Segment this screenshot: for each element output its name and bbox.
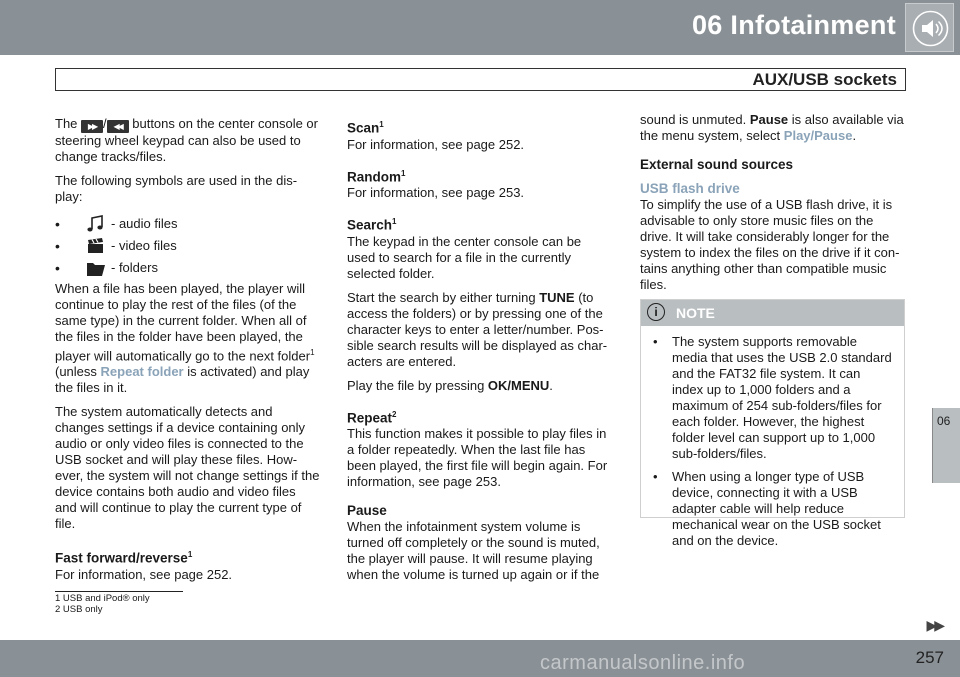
heading-scan: Scan$^1$ <box>347 120 384 136</box>
heading-fast-forward: Fast forward/reverse$^1$ <box>55 550 193 566</box>
column-2 <box>347 116 609 591</box>
paragraph-scan: For information, see page 252. <box>347 136 525 152</box>
note-item: • When using a longer type of USB device, connecting it with a USB adapter cable will help reduce mechanical wear on the USB socket and on the device. <box>651 469 894 549</box>
music-note-icon <box>85 215 107 233</box>
skip-forward-icon: ▶▶ <box>81 120 103 133</box>
repeat-folder-link[interactable]: Repeat folder <box>100 364 184 380</box>
paragraph-pause: When the infotainment system volume is turned off completely or the sound is muted, the player will pause. It will resume playing when the volume is turned up again or if the <box>347 519 600 582</box>
footnote-1: 1 USB and iPod® only <box>55 593 150 604</box>
footer-bar <box>0 640 960 677</box>
footnote-2: 2 USB only <box>55 604 103 615</box>
film-clapper-icon <box>85 237 107 255</box>
column-3 <box>640 112 906 301</box>
note-item: • The system supports removable media that uses the USB 2.0 standard and the FAT32 file system. It can index up to 1,000 folders and a maximum of 254 sub-folders/files for each folder. However, the highest folder level can support up to 1,000 sub-folders/files. <box>651 334 894 462</box>
note-title: NOTE <box>676 305 715 321</box>
folder-icon <box>85 259 107 277</box>
chapter-side-tab[interactable] <box>932 408 960 483</box>
page-number: 257 <box>915 648 944 667</box>
paragraph-random: For information, see page 253. <box>347 185 525 200</box>
chapter-header-bar <box>0 0 960 55</box>
list-item-video: • - video files <box>55 238 177 254</box>
paragraph-playback: When a file has been played, the player will continue to play the rest of the files (of the same type) in the current folder. When all of the files in the folder have been played, the player will automatically go to the next folder$^1$ (unless Repeat folder is activated) and play the files in it. <box>55 281 315 396</box>
paragraph-fast-forward: For information, see page 252. <box>55 566 233 582</box>
note-box <box>640 299 905 548</box>
paragraph-repeat: This function makes it possible to play files in a folder repeatedly. When the last file has been played, the first file will begin again. For information, see page 253. <box>347 426 608 489</box>
play-pause-link[interactable]: Play/Pause <box>783 128 853 143</box>
paragraph-pause-cont: sound is unmuted. Pause is also available via the menu system, select Play/Pause. <box>640 112 904 143</box>
speaker-icon <box>906 4 955 53</box>
heading-pause: Pause <box>347 503 387 518</box>
side-tab-label: 06 <box>937 414 951 428</box>
skip-back-icon: ◀◀ <box>107 120 129 133</box>
heading-search: Search$^1$ <box>347 217 397 233</box>
note-header <box>641 300 904 326</box>
list-item-audio: • - audio files <box>55 216 178 232</box>
paragraph-search-1: The keypad in the center console can be used to search for a file in the currently selected folder. <box>347 233 582 281</box>
watermark: carmanualsonline.info <box>540 652 746 674</box>
heading-external-sources: External sound sources <box>640 157 794 172</box>
paragraph-auto-detect: The system automatically detects and changes settings if a device containing only audio or only video files is connected to the USB socket and will play these files. How-ever, the system will not change settings if the device contains both audio and video files and will continue to play the current type of file. <box>55 404 320 532</box>
next-page-arrows-icon[interactable]: ▶▶ <box>926 617 942 633</box>
list-item-folders: • - folders <box>55 260 158 276</box>
section-header <box>55 68 906 91</box>
heading-repeat: Repeat$^2$ <box>347 409 397 425</box>
note-list <box>651 334 894 549</box>
info-icon: i <box>647 303 665 321</box>
chapter-icon-box <box>905 3 954 52</box>
paragraph-track-buttons: The ▶▶ / ◀◀ buttons on the center console or steering wheel keypad can also be used to change tracks/files. <box>55 116 318 164</box>
paragraph-usb: To simplify the use of a USB flash drive, it is advisable to only store music files on the drive. It will take considerably longer for the system to index the files on the drive if it con-tains anything other than compatible music files. <box>640 197 900 292</box>
column-1 <box>55 116 320 591</box>
paragraph-symbols-intro: The following symbols are used in the dis-play: <box>55 173 298 204</box>
chapter-title: 06 Infotainment <box>691 10 896 40</box>
heading-random: Random$^1$ <box>347 168 406 184</box>
paragraph-search-3: Play the file by pressing OK/MENU. <box>347 377 553 393</box>
heading-usb-flash-drive: USB flash drive <box>640 181 740 196</box>
paragraph-search-2: Start the search by either turning TUNE (to access the folders) or by pressing one of the character keys to enter a letter/number. Pos-sible search results will be displayed as char-acters are entered. <box>347 289 608 369</box>
footnotes <box>55 593 150 615</box>
footnote-divider <box>55 591 183 592</box>
section-title: AUX/USB sockets <box>752 70 897 89</box>
